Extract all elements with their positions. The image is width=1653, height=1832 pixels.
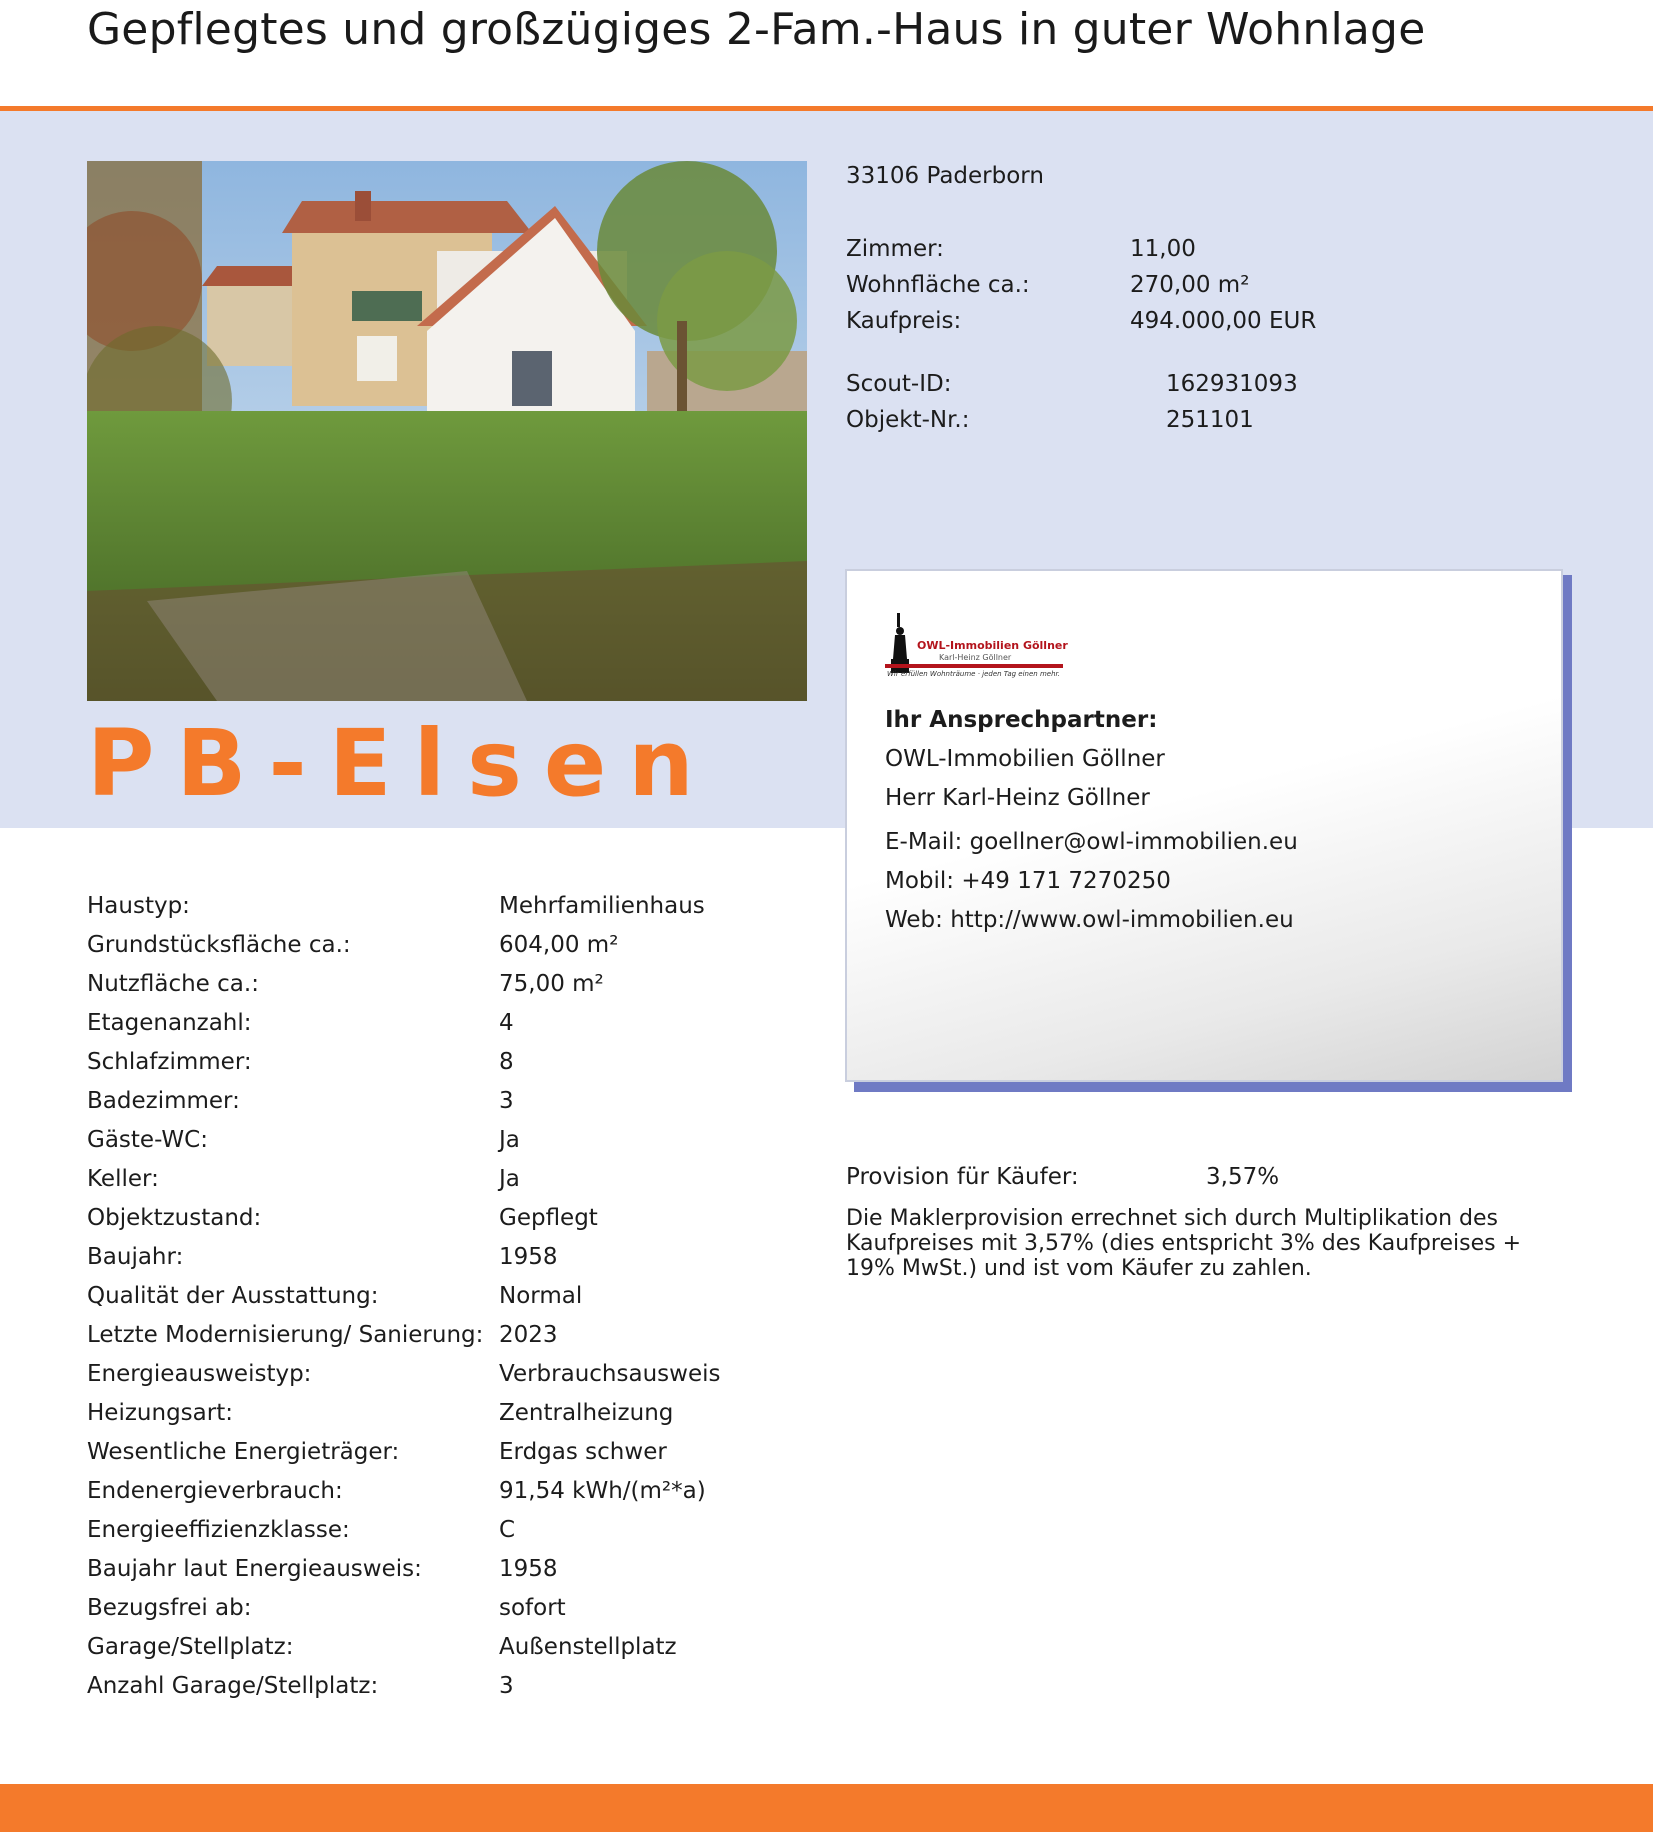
detail-label: Schlafzimmer: — [87, 1049, 252, 1075]
detail-row — [87, 1316, 558, 1355]
id-label: Objekt-Nr.: — [846, 407, 970, 433]
logo-slogan: Wir erfüllen Wohnträume · jeden Tag einen mehr. — [887, 670, 1060, 678]
detail-label: Nutzfläche ca.: — [87, 971, 259, 997]
district-heading: PB-Elsen — [87, 710, 716, 817]
detail-row — [87, 1355, 721, 1394]
key-fact-value: 494.000,00 EUR — [1130, 308, 1317, 334]
detail-value: 4 — [499, 1010, 514, 1036]
detail-label: Baujahr: — [87, 1244, 184, 1270]
key-fact-label: Zimmer: — [846, 236, 944, 262]
detail-label: Qualität der Ausstattung: — [87, 1283, 379, 1309]
detail-value: Ja — [499, 1127, 520, 1153]
detail-label: Letzte Modernisierung/ Sanierung: — [87, 1322, 484, 1348]
detail-label: Endenergieverbrauch: — [87, 1478, 343, 1504]
detail-row — [87, 926, 619, 965]
detail-value: Erdgas schwer — [499, 1439, 667, 1465]
key-fact-row — [846, 267, 1250, 303]
logo-rule — [885, 664, 1063, 668]
detail-value: Verbrauchsausweis — [499, 1361, 721, 1387]
provision-value: 3,57% — [1206, 1164, 1280, 1190]
key-fact-value: 270,00 m² — [1130, 272, 1250, 298]
detail-value: Zentralheizung — [499, 1400, 674, 1426]
detail-row — [87, 1199, 598, 1238]
detail-label: Etagenanzahl: — [87, 1010, 252, 1036]
detail-value: 2023 — [499, 1322, 558, 1348]
detail-label: Bezugsfrei ab: — [87, 1595, 252, 1621]
detail-label: Haustyp: — [87, 893, 190, 919]
detail-row — [87, 887, 705, 926]
detail-row — [87, 1511, 516, 1550]
key-facts — [846, 231, 1317, 339]
detail-value: sofort — [499, 1595, 566, 1621]
detail-value: 3 — [499, 1673, 514, 1699]
detail-value: 1958 — [499, 1244, 558, 1270]
detail-value: C — [499, 1517, 516, 1543]
key-fact-value: 11,00 — [1130, 236, 1196, 262]
detail-label: Energieeffizienzklasse: — [87, 1517, 350, 1543]
detail-value: Ja — [499, 1166, 520, 1192]
id-value: 162931093 — [1166, 371, 1298, 397]
detail-row — [87, 1043, 514, 1082]
detail-row — [87, 1550, 558, 1589]
detail-label: Energieausweistyp: — [87, 1361, 312, 1387]
detail-row — [87, 1589, 566, 1628]
detail-value: Gepflegt — [499, 1205, 598, 1231]
contact-mobile[interactable]: Mobil: +49 171 7270250 — [885, 868, 1171, 894]
detail-value: 8 — [499, 1049, 514, 1075]
detail-label: Garage/Stellplatz: — [87, 1634, 294, 1660]
detail-row — [87, 1121, 520, 1160]
key-fact-row — [846, 231, 1196, 267]
detail-value: 604,00 m² — [499, 932, 619, 958]
provision-label: Provision für Käufer: — [846, 1164, 1079, 1190]
object-ids — [846, 366, 1298, 438]
detail-label: Heizungsart: — [87, 1400, 233, 1426]
contact-company: OWL-Immobilien Göllner — [885, 746, 1165, 772]
id-row — [846, 366, 1298, 402]
detail-label: Badezimmer: — [87, 1088, 240, 1114]
id-label: Scout-ID: — [846, 371, 952, 397]
detail-label: Wesentliche Energieträger: — [87, 1439, 400, 1465]
contact-heading: Ihr Ansprechpartner: — [885, 707, 1158, 733]
page-title: Gepflegtes und großzügiges 2-Fam.-Haus in guter Wohnlage — [87, 4, 1426, 55]
property-photo — [87, 161, 807, 701]
detail-label: Objektzustand: — [87, 1205, 262, 1231]
detail-value: Normal — [499, 1283, 583, 1309]
key-fact-label: Wohnfläche ca.: — [846, 272, 1030, 298]
detail-row — [87, 1004, 514, 1043]
detail-row — [87, 1082, 514, 1121]
detail-value: 75,00 m² — [499, 971, 604, 997]
detail-label: Keller: — [87, 1166, 159, 1192]
detail-value: 3 — [499, 1088, 514, 1114]
contact-person: Herr Karl-Heinz Göllner — [885, 785, 1150, 811]
detail-label: Gäste-WC: — [87, 1127, 208, 1153]
detail-label: Grundstücksfläche ca.: — [87, 932, 351, 958]
detail-label: Anzahl Garage/Stellplatz: — [87, 1673, 379, 1699]
contact-web[interactable]: Web: http://www.owl-immobilien.eu — [885, 907, 1294, 933]
contact-email[interactable]: E-Mail: goellner@owl-immobilien.eu — [885, 829, 1298, 855]
details-list — [87, 887, 721, 1706]
logo-sub: Karl-Heinz Göllner — [939, 653, 1012, 662]
detail-row — [87, 1277, 583, 1316]
detail-row — [87, 1433, 667, 1472]
id-row — [846, 402, 1254, 438]
detail-label: Baujahr laut Energieausweis: — [87, 1556, 422, 1582]
detail-value: 91,54 kWh/(m²*a) — [499, 1478, 706, 1504]
detail-row — [87, 1472, 706, 1511]
company-logo — [885, 611, 1068, 681]
detail-value: Mehrfamilienhaus — [499, 893, 705, 919]
detail-row — [87, 1628, 677, 1667]
detail-row — [87, 965, 604, 1004]
contact-card — [845, 569, 1563, 1082]
detail-value: Außenstellplatz — [499, 1634, 677, 1660]
key-fact-row — [846, 303, 1317, 339]
detail-row — [87, 1394, 674, 1433]
provision-text: Die Maklerprovision errechnet sich durch Multiplikation des Kaufpreises mit 3,57% (dies entspricht 3% des Kaufpreises + 19% MwSt.) und ist vom Käufer zu zahlen. — [846, 1206, 1521, 1281]
detail-row — [87, 1667, 514, 1706]
detail-value: 1958 — [499, 1556, 558, 1582]
key-fact-label: Kaufpreis: — [846, 308, 962, 334]
location: 33106 Paderborn — [846, 163, 1044, 189]
detail-row — [87, 1238, 558, 1277]
logo-name: OWL-Immobilien Göllner — [917, 639, 1068, 652]
detail-row — [87, 1160, 520, 1199]
id-value: 251101 — [1166, 407, 1254, 433]
footer-bar — [0, 1784, 1653, 1832]
